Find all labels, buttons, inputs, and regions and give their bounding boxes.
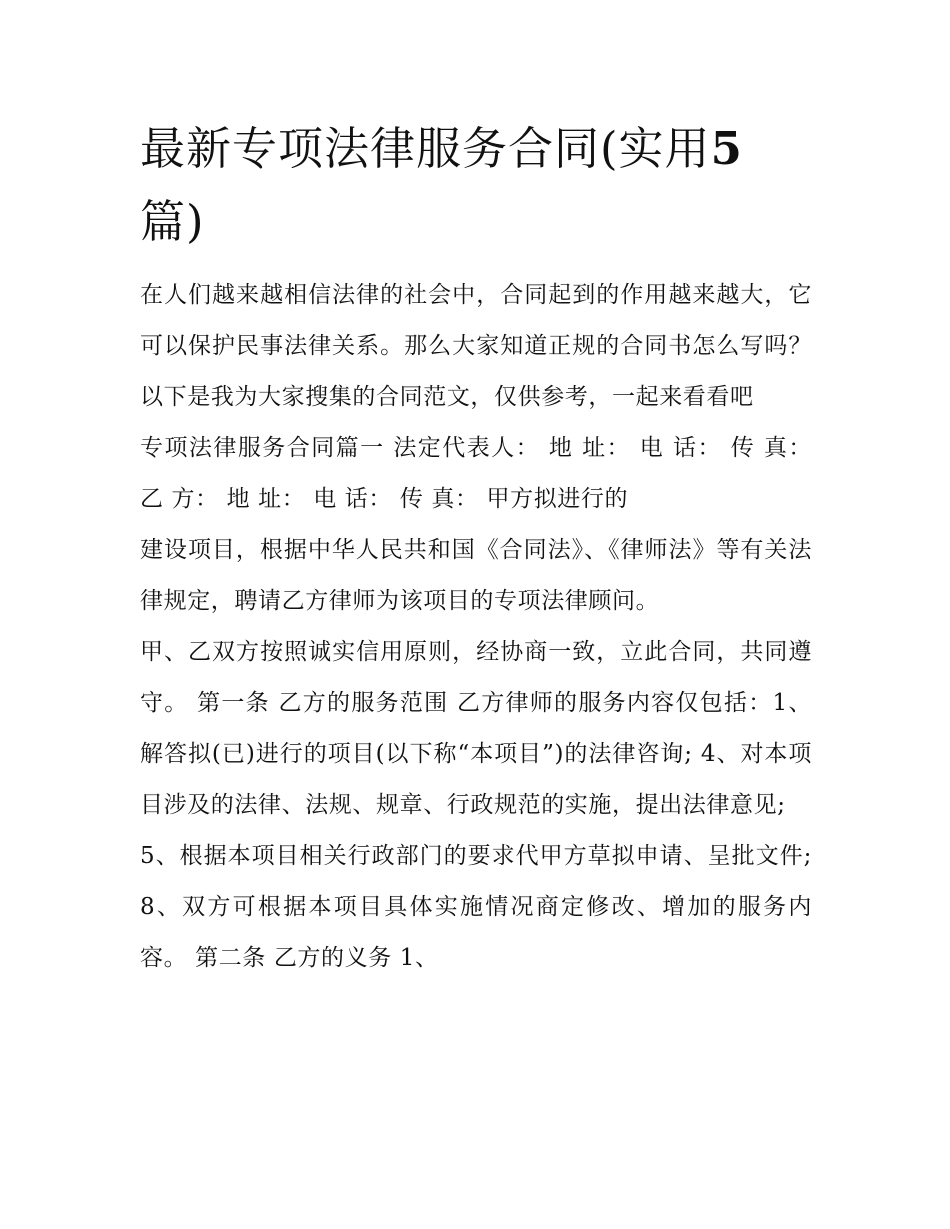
contract-parties-paragraph: 专项法律服务合同篇一 法定代表人： 地 址： 电 话： 传 真： 乙 方： 地 址： 电 话： 传 真： 甲方拟进行的 [140,435,812,512]
service-scope-paragraph: 甲、乙双方按照诚实信用原则，经协商一致，立此合同，共同遵守。 第一条 乙方的服务范围 乙方律师的服务内容仅包括：1、解答拟(已)进行的项目(以下称“本项目”)的法律咨询; 4、对本项目涉及的法律、法规、规章、行政规范的实施，提出法律意见; [140,639,812,818]
service-items-paragraph: 5、根据本项目相关行政部门的要求代甲方草拟申请、呈批文件; 8、双方可根据本项目具体实施情况商定修改、增加的服务内容。 第二条 乙方的义务 1、 [140,843,812,971]
document-title [140,112,812,258]
title-text: 最新专项法律服务合同(实用 [140,122,711,175]
document-content [140,112,812,984]
title-text-continued: 篇) [140,195,205,248]
title-number: 5 [710,122,743,175]
intro-paragraph: 在人们越来越相信法律的社会中，合同起到的作用越来越大，它可以保护民事法律关系。那么大家知道正规的合同书怎么写吗？以下是我为大家搜集的合同范文，仅供参考，一起来看看吧 [140,282,812,410]
project-basis-paragraph: 建设项目，根据中华人民共和国《合同法》、《律师法》等有关法律规定，聘请乙方律师为该项目的专项法律顾问。 [140,537,812,614]
